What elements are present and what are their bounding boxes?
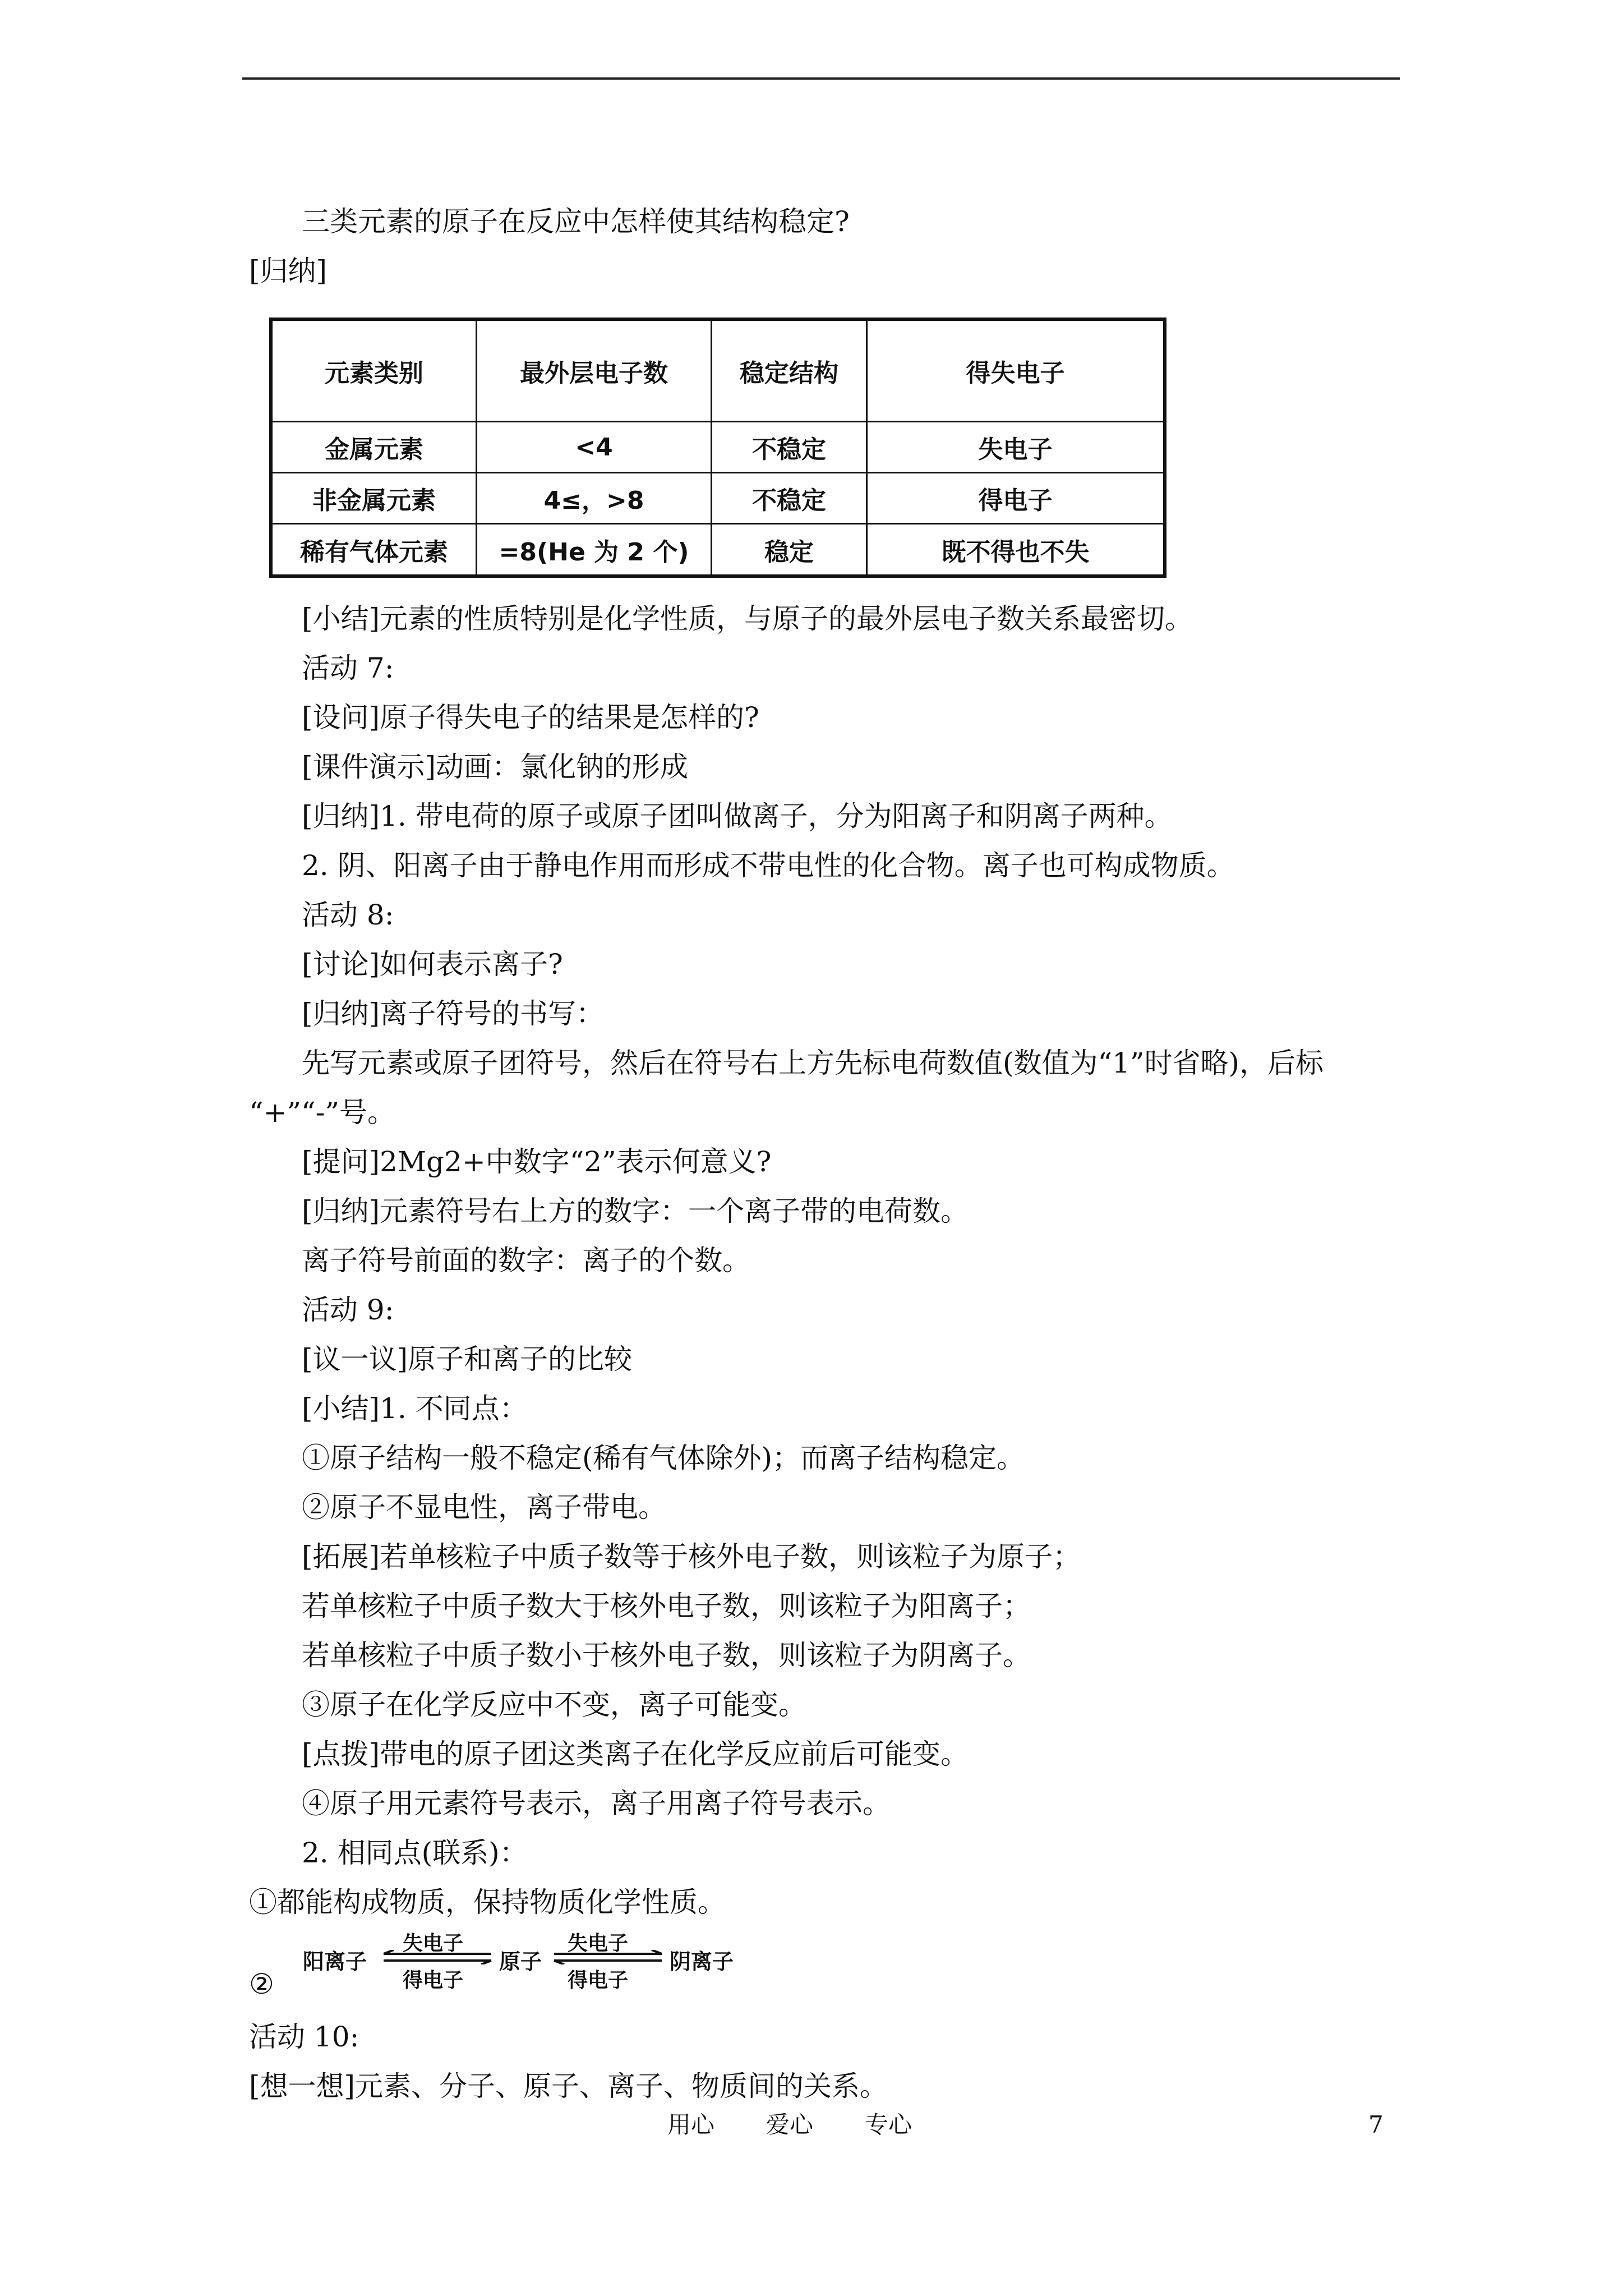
table-cell: 稳定 xyxy=(712,524,867,576)
table-cell: 稀有气体元素 xyxy=(271,524,477,576)
arrow-label-top: 失电子 xyxy=(403,1932,464,1955)
table-row xyxy=(271,422,1165,473)
table-cell: 既不得也不失 xyxy=(867,524,1165,576)
text-line: 活动 10: xyxy=(249,2021,359,2053)
text-line: [拓展]若单核粒子中质子数等于核外电子数，则该粒子为原子； xyxy=(302,1540,1081,1573)
text-line: 若单核粒子中质子数小于核外电子数，则该粒子为阴离子。 xyxy=(302,1639,1031,1672)
footer-motto: 用心 xyxy=(667,2111,715,2138)
item-number: ② xyxy=(249,1968,274,2000)
text-line: ③原子在化学反应中不变，离子可能变。 xyxy=(302,1688,806,1721)
text-line: [提问]2Mg2+中数字“2”表示何意义? xyxy=(302,1145,772,1178)
text-line: [归纳]元素符号右上方的数字：一个离子带的电荷数。 xyxy=(302,1195,969,1227)
text-line: [小结]元素的性质特别是化学性质，与原子的最外层电子数关系最密切。 xyxy=(302,602,1193,635)
text-line: 若单核粒子中质子数大于核外电子数，则该粒子为阳离子； xyxy=(302,1590,1031,1622)
footer-motto: 爱心 xyxy=(766,2111,814,2138)
text-line: [点拨]带电的原子团这类离子在化学反应前后可能变。 xyxy=(302,1738,969,1770)
table-header-cell: 得失电子 xyxy=(867,319,1165,422)
text-line: [归纳]1. 带电荷的原子或原子团叫做离子，分为阳离子和阴离子两种。 xyxy=(302,800,1173,832)
table-header-row xyxy=(271,319,1165,422)
reversible-arrow-icon xyxy=(552,1950,664,1964)
table-cell: 4≤，>8 xyxy=(477,473,712,524)
ion-conversion-diagram xyxy=(249,1930,810,2008)
text-line: [归纳]离子符号的书写： xyxy=(302,997,605,1030)
text-line: 先写元素或原子团符号，然后在符号右上方先标电荷数值(数值为“1”时省略)，后标 xyxy=(302,1047,1324,1079)
text-line: 活动 8: xyxy=(302,899,394,931)
text-line: 三类元素的原子在反应中怎样使其结构稳定? xyxy=(302,205,850,238)
table-header-cell: 元素类别 xyxy=(271,319,477,422)
text-line: 活动 7: xyxy=(302,652,394,684)
reversible-arrow-icon xyxy=(381,1950,494,1964)
text-line: [想一想]元素、分子、原子、离子、物质间的关系。 xyxy=(249,2070,888,2102)
table-cell: 不稳定 xyxy=(712,473,867,524)
text-line: ①都能构成物质，保持物质化学性质。 xyxy=(249,1886,726,1918)
table-cell: 失电子 xyxy=(867,422,1165,473)
element-summary-table xyxy=(269,318,1166,578)
table-header-cell: 稳定结构 xyxy=(712,319,867,422)
text-line: ②原子不显电性，离子带电。 xyxy=(302,1491,666,1524)
text-line: [课件演示]动画：氯化钠的形成 xyxy=(302,751,689,783)
table-cell: =8(He 为 2 个) xyxy=(477,524,712,576)
table-cell: 金属元素 xyxy=(271,422,477,473)
cation-label: 阳离子 xyxy=(303,1949,367,1974)
text-line: 离子符号前面的数字：离子的个数。 xyxy=(302,1244,750,1277)
text-line: [讨论]如何表示离子? xyxy=(302,948,563,981)
arrow-label-bottom: 得电子 xyxy=(403,1969,464,1992)
footer-motto: 专心 xyxy=(865,2111,912,2138)
table-row xyxy=(271,473,1165,524)
text-line: [议一议]原子和离子的比较 xyxy=(302,1343,633,1375)
text-line: ①原子结构一般不稳定(稀有气体除外)；而离子结构稳定。 xyxy=(302,1442,1025,1474)
atom-label: 原子 xyxy=(499,1949,542,1974)
anion-label: 阴离子 xyxy=(670,1949,734,1974)
text-line: [归纳] xyxy=(249,255,328,287)
table-cell: 不稳定 xyxy=(712,422,867,473)
text-line: [小结]1. 不同点： xyxy=(302,1392,528,1425)
table-cell: <4 xyxy=(477,422,712,473)
text-line: ④原子用元素符号表示，离子用离子符号表示。 xyxy=(302,1787,891,1820)
table-header-cell: 最外层电子数 xyxy=(477,319,712,422)
text-line: 2. 阴、阳离子由于静电作用而形成不带电性的化合物。离子也可构成物质。 xyxy=(302,849,1235,882)
table-row xyxy=(271,524,1165,576)
text-line: 活动 9: xyxy=(302,1294,394,1326)
table-cell: 得电子 xyxy=(867,473,1165,524)
page-number: 7 xyxy=(1368,2111,1384,2138)
text-line: [设问]原子得失电子的结果是怎样的? xyxy=(302,701,759,734)
text-line: 2. 相同点(联系)： xyxy=(302,1837,528,1869)
arrow-label-top: 失电子 xyxy=(568,1932,629,1955)
header-rule xyxy=(242,77,1400,80)
arrow-label-bottom: 得电子 xyxy=(568,1969,629,1992)
table-cell: 非金属元素 xyxy=(271,473,477,524)
text-line: “+”“-”号。 xyxy=(249,1096,396,1129)
